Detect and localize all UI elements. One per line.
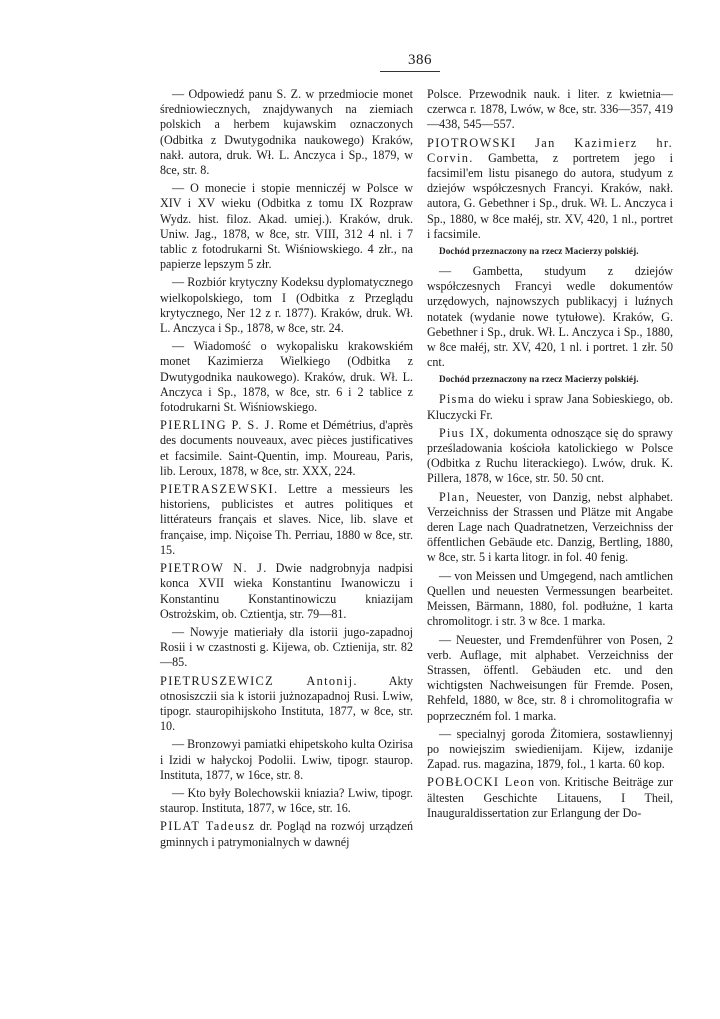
entry-author-name: PIETRUSZEWICZ Antonij. (160, 673, 358, 688)
entry-text: — specialnyj goroda Żitomiera, sostawliennyj po nowiejszim swiedienijam. Kijew, izdanije Zapad. rus. magazina, 1879, fol., 1 karta. 60 kop. (427, 726, 673, 772)
entry-text: Dwie nadgrobnyja nadpisi konca XVII wieka Konstantinu Iwanowiczu i Konstantinu Konstantinowiczu kniazijam Ostrożskim, ob. Cztientja, str. 79—81. (160, 561, 414, 621)
bibliography-entry (160, 737, 413, 783)
page-number-rule (380, 71, 440, 72)
entry-text: do wieku i spraw Jana Sobieskiego, ob. Kluczycki Fr. (427, 392, 673, 422)
entry-text: — Kto były Bolechowskii kniazia? Lwiw, tipogr. staurop. Instituta, 1877, w 16ce, str. 16. (160, 785, 413, 816)
bibliography-entry (427, 490, 673, 566)
entry-text: Gambetta, z portretem jego i facsimil'em listu pisanego do autora, studyum z dziejów współczesnych Francyi. Kraków, nakł. autora, G. Gebethner i Sp., druk. Wł. L. Anczyca i Sp., 1880, w 8ce małéj, str. XV, 420, 1 nl., portret i facsimile. (427, 150, 673, 241)
donation-note: Dochód przeznaczony na rzecz Macierzy polskiéj. (439, 246, 639, 257)
entry-heading-word: Pius IX, (439, 425, 490, 440)
bibliography-entry (160, 418, 413, 479)
entry-heading-word: Pisma (439, 392, 476, 407)
bibliography-entry (160, 819, 413, 849)
bibliography-entry (427, 136, 673, 242)
right-column (427, 87, 673, 824)
bibliography-entry (160, 674, 413, 735)
bibliography-entry (160, 87, 413, 178)
entry-text: Akty otnosiszczii sia k istorii jużnozapadnoj Rusi. Lwiw, tipogr. stauropihijskoho Instituta, 1877, w 8ce, str. 10. (160, 673, 413, 734)
entry-author-name: PIOTROWSKI Jan Kazimierz hr. Corvin. (427, 135, 673, 165)
entry-text: Neuester, von Danzig, nebst alphabet. Verzeichniss der Strassen und Plätze mit Angabe deren Lage nach Quadratnetzen, Verzeichniss der öffentlichen Gebäude etc. Danzig, Bertling, 1880, w 8ce, str. 5 i karta litogr. in fol. 40 fenig. (427, 489, 673, 565)
entry-text: dokumenta odnoszące się do sprawy prześladowania kościoła katolickiego w Polsce (Odbitka z Ruchu literackiego). Lwów, druk. K. Pillera, 1878, w 16ce, str. 50. 50 cnt. (427, 425, 673, 486)
entry-author-name: PILAT Tadeusz (160, 819, 256, 834)
bibliography-entry (160, 181, 413, 272)
entry-text: — Nowyje matieriały dla istorii jugo-zapadnoj Rosii i w czastnosti g. Kijewa, ob. Cztienija, str. 82—85. (160, 624, 413, 670)
bibliography-entry (427, 426, 673, 487)
entry-text: — von Meissen und Umgegend, nach amtlichen Quellen und neuesten Vermessungen bearbeitet. Meissen, Bärmann, 1880, fol. podłużne, 1 karta chromolitogr. i str. 3 w 8ce. 1 marka. (427, 568, 673, 629)
bibliography-entry (160, 275, 413, 336)
entry-author-name: PIETRASZEWSKI. (160, 482, 279, 497)
donation-note: Dochód przeznaczony na rzecz Macierzy polskiéj. (439, 374, 639, 385)
entry-text: — Rozbiór krytyczny Kodeksu dyplomatycznego wielkopolskiego, tom I (Odbitka z Przeglądu krytycznego, Ner 12 z r. 1877). Kraków, druk. Wł. L. Anczyca i Sp., 1878, w 8ce, str. 24. (160, 275, 413, 336)
entry-heading-word: Plan, (439, 489, 471, 504)
left-column (160, 87, 413, 853)
bibliography-entry (427, 569, 673, 630)
entry-author-name: POBŁOCKI Leon (427, 775, 536, 790)
page-number: 386 (408, 52, 432, 68)
bibliography-entry (427, 264, 673, 370)
entry-text: dr. Pogląd na rozwój urządzeń gminnych i patrymonialnych w dawnéj (160, 819, 413, 849)
entry-text: — Bronzowyi pamiatki ehipetskoho kulta Ozirisa i Izidi w hałyckoj Podolii. Lwiw, tipogr. staurop. Instituta, 1877, w 16ce, str. 8. (160, 737, 413, 782)
bibliography-entry (427, 775, 673, 821)
bibliography-entry (427, 727, 673, 773)
bibliography-entry (427, 633, 673, 724)
entry-text: — Odpowiedź panu S. Z. w przedmiocie monet średniowiecznych, znajdywanych na ziemiach polskich a herbem kujawskim oznaczonych (Odbitka z Dwutygodnika naukowego) Kraków, nakł. autora, druk. Wł. L. Anczyca i Sp., 1879, w 8ce, str. 8. (160, 87, 413, 178)
bibliography-entry (160, 786, 413, 816)
entry-text: Rome et Démétrius, d'après des documents nouveaux, avec pièces justificatives et facsimile. Saint-Quentin, imp. Moureau, Paris, lib. Leroux, 1878, w 8ce, str. XXX, 224. (160, 418, 413, 478)
bibliography-entry (160, 482, 413, 558)
bibliography-entry (160, 561, 413, 622)
entry-text: Lettre a messieurs les historiens, publicistes et autres politiques et littérateurs français et slaves. Nice, lib. slave et française, imp. Niçoise Th. Perriau, 1880 w 8ce, str. 15. (160, 482, 413, 557)
entry-text: — Gambetta, studyum z dziejów współczesnych Francyi wedle dokumentów urzędowych, najnowszych publikacyj i luźnych notatek (wydanie nowe tytułowe). Kraków, G. Gebethner i Sp., druk. Wł. L. Anczyca i Sp., 1880, w 8ce małéj, str. XV, 420, 1 nl. i portret. 1 złr. 50 cnt. (427, 264, 673, 370)
entry-text: — Neuester, und Fremdenführer von Posen, 2 verb. Auflage, mit alphabet. Verzeichniss der Strassen, öffentl. Gebäuden etc. und den wichtigsten Nachweisungen für Fremde. Posen, Rehfeld, 1880, w 8ce, str. 8 i chromolitografia w poprzeczném fol. 1 marka. (427, 632, 673, 723)
bibliography-entry (160, 625, 413, 671)
bibliography-entry (160, 339, 413, 415)
bibliography-entry (427, 87, 673, 133)
entry-author-name: PIETROW N. J. (160, 561, 268, 576)
entry-text: — O monecie i stopie menniczéj w Polsce w XIV i XV wieku (Odbitka z tomu IX Rozpraw Wydz. hist. filoz. Akad. umiej.). Kraków, druk. Uniw. Jag., 1878, w 8ce, str. VIII, 312 4 nl. i 7 tablic z fotodrukarni St. Wiśniowskiego. 4 złr., na papierze lepszym 5 złr. (160, 181, 413, 272)
entry-text: — Wiadomość o wykopalisku krakowskiém monet Kazimierza Wielkiego (Odbitka z Dwutygodnika naukowego). Kraków, druk. Wł. L. Anczyca i Sp., 1878, w 8ce, str. 6 i 2 tablice z fotodrukarni St. Wiśniowskiego. (160, 339, 413, 415)
entry-text: Polsce. Przewodnik nauk. i liter. z kwietnia—czerwca r. 1878, Lwów, w 8ce, str. 336—357, 419—438, 545—557. (427, 87, 673, 132)
entry-text: von. Kritische Beiträge zur ältesten Geschichte Litauens, I Theil, Inauguraldissertation zur Erlangung der Do- (427, 775, 674, 820)
bibliography-entry (427, 392, 673, 422)
entry-author-name: PIERLING P. S. J. (160, 418, 276, 433)
